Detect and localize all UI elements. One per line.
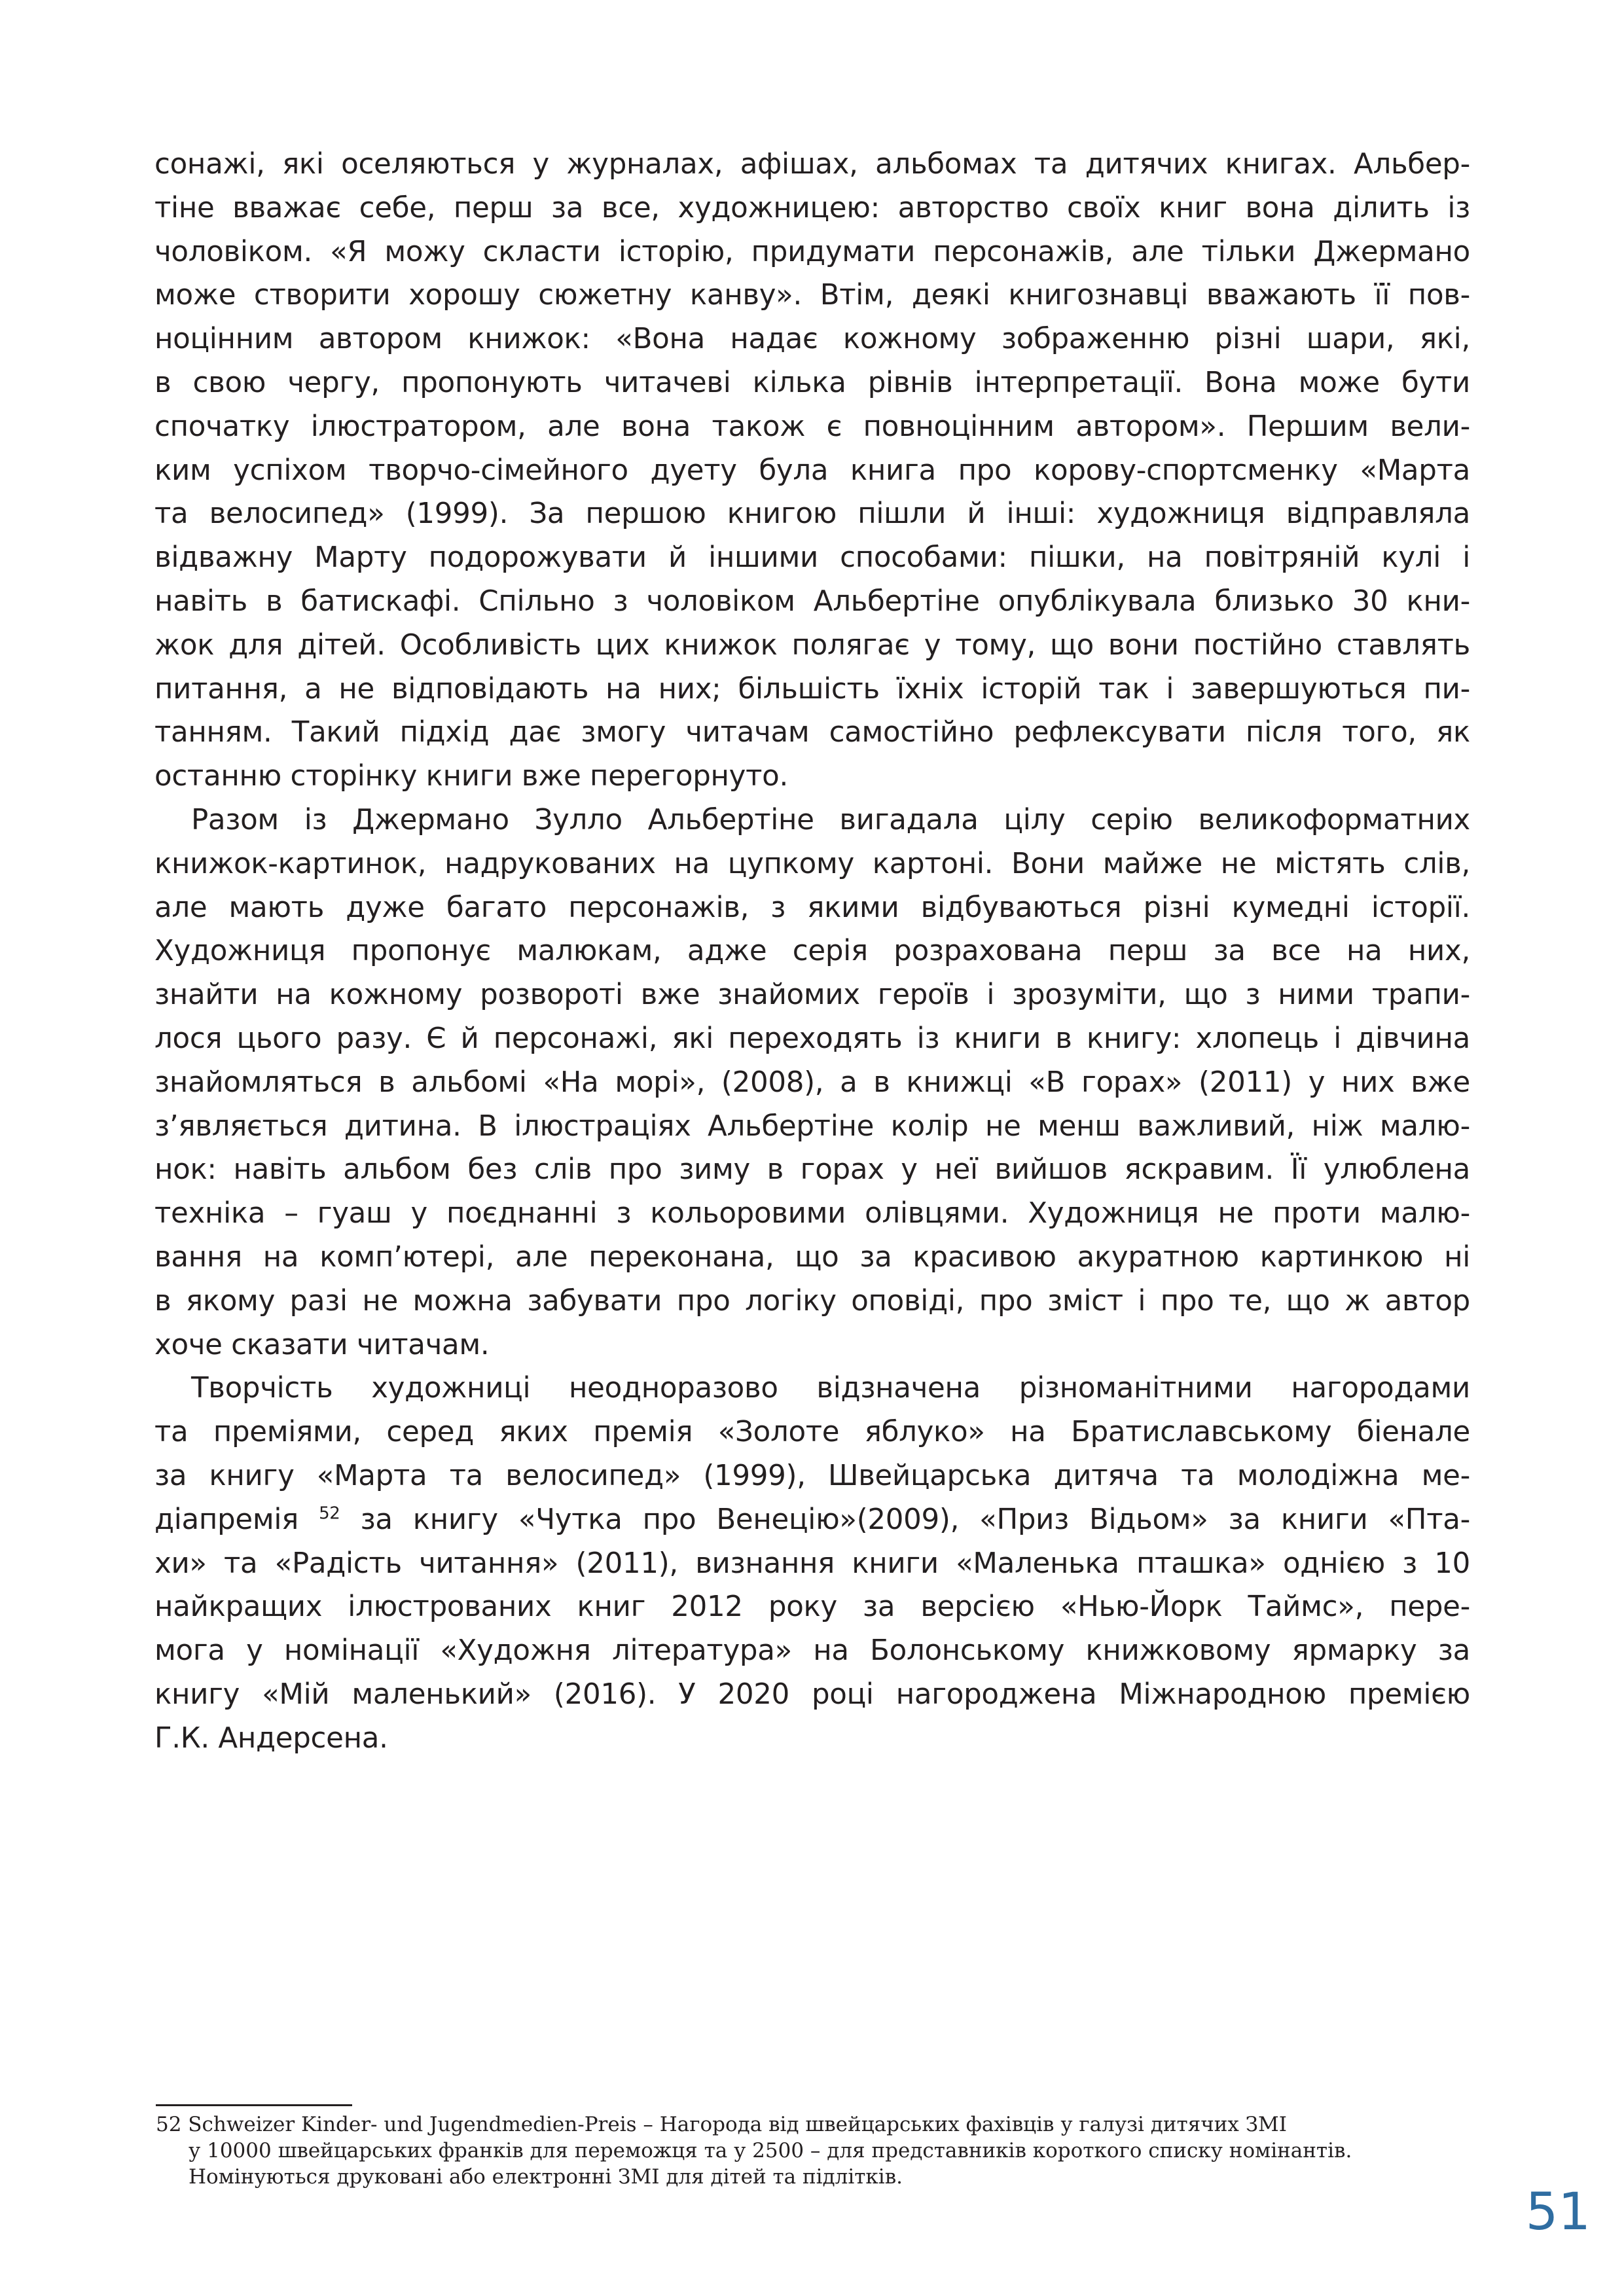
footnote-line: 52 Schweizer Kinder- und Jugendmedien-Preis – Нагорода від швейцарських фахівців у галузі дитячих ЗМІ [156,2113,1287,2136]
text-line: знайти на кожному розвороті вже знайомих героїв і зрозуміти, що з ними трапи- [154,978,1470,1012]
text-line: техніка – гуаш у поєднанні з кольоровими олівцями. Художниця не проти малю- [154,1197,1470,1230]
footnote-line: Номінуються друковані або електронні ЗМІ для дітей та підлітків. [189,2165,903,2189]
text-line: в якому разі не можна забувати про логіку оповіді, про зміст і про те, що ж автор [154,1284,1470,1318]
text-line: хи» та «Радість читання» (2011), визнання книги «Маленька пташка» однією з 10 [154,1547,1470,1580]
text-line: лося цього разу. Є й персонажі, які переходять із книги в книгу: хлопець і дівчина [154,1022,1470,1055]
paragraph-2 [154,798,1470,1367]
text-line: питання, а не відповідають на них; більшість їхніх історій так і завершуються пи- [154,672,1470,706]
text-line: та преміями, серед яких премія «Золоте яблуко» на Братиславському біенале [154,1416,1470,1449]
text-line: Г.К. Андерсена. [154,1721,388,1755]
text-line: ким успіхом творчо-сімейного дуету була книга про корову-спортсменку «Марта [154,454,1470,487]
text-line: з’являється дитина. В ілюстраціях Альбертіне колір не менш важливий, ніж малю- [154,1109,1470,1143]
text-line: та велосипед» (1999). За першою книгою пішли й інші: художниця відправляла [154,497,1470,531]
text-fragment: діапремія [154,1503,299,1536]
text-line: Творчість художниці неодноразово відзначена різноманітними нагородами [191,1372,1470,1405]
text-line: за книгу «Марта та велосипед» (1999), Швейцарська дитяча та молодіжна ме- [154,1459,1470,1492]
text-line: чоловіком. «Я можу скласти історію, придумати персонажів, але тільки Джермано [154,235,1470,268]
text-line: книгу «Мій маленький» (2016). У 2020 році нагороджена Міжнародною премією [154,1677,1470,1711]
text-line: Художниця пропонує малюкам, адже серія розрахована перш за все на них, [154,935,1470,968]
footnote-line: у 10000 швейцарських франків для переможця та у 2500 – для представників короткого списку номінантів. [189,2139,1352,2162]
text-line: сонажі, які оселяються у журналах, афішах, альбомах та дитячих книгах. Альбер- [154,148,1470,181]
body-text [154,143,1470,1760]
paragraph-3 [154,1367,1470,1760]
text-line: ноцінним автором книжок: «Вона надає кожному зображенню різні шари, які, [154,323,1470,356]
text-line: спочатку ілюстратором, але вона також є повноцінним автором». Першим вели- [154,410,1470,443]
footnote [156,2111,1386,2190]
text-line: знайомляться в альбомі «На морі», (2008), а в книжці «В горах» (2011) у них вже [154,1066,1470,1099]
text-line: мога у номінації «Художня література» на Болонському книжковому ярмарку за [154,1634,1470,1668]
text-line: останню сторінку книги вже перегорнуто. [154,760,788,793]
text-line: танням. Такий підхід дає змогу читачам самостійно рефлексувати після того, як [154,716,1470,749]
text-line: відважну Марту подорожувати й іншими способами: пішки, на повітряній кулі і [154,541,1470,575]
text-line: може створити хорошу сюжетну канву». Втім, деякі книгознавці вважають її пов- [154,279,1470,312]
paragraph-1 [154,143,1470,798]
page-number: 51 [1525,2183,1591,2242]
text-line: хоче сказати читачам. [154,1328,490,1361]
text-line: Разом із Джермано Зулло Альбертіне вигадала цілу серію великоформатних [191,803,1470,836]
text-line: тіне вважає себе, перш за все, художницею: авторство своїх книг вона ділить із [154,191,1470,224]
text-line: нок: навіть альбом без слів про зиму в горах у неї вийшов яскравим. Її улюблена [154,1153,1470,1187]
footnote-divider [156,2104,352,2106]
text-line: найкращих ілюстрованих книг 2012 року за версією «Нью-Йорк Таймс», пере- [154,1590,1470,1624]
text-line: в свою чергу, пропонують читачеві кілька рівнів інтерпретації. Вона може бути [154,366,1470,399]
text-fragment: за книгу «Чутка про Венецію»(2009), «Приз Відьом» за книги «Пта- [340,1503,1470,1536]
footnote-reference[interactable]: 52 [319,1503,340,1524]
text-line: навіть в батискафі. Спільно з чоловіком Альбертіне опублікувала близько 30 кни- [154,584,1470,618]
text-line: але мають дуже багато персонажів, з якими відбуваються різні кумедні історії. [154,891,1470,924]
text-line [154,1498,1470,1542]
text-line: жок для дітей. Особливість цих книжок полягає у тому, що вони постійно ставлять [154,628,1470,662]
text-line: книжок-картинок, надрукованих на цупкому картоні. Вони майже не містять слів, [154,847,1470,880]
text-line: вання на комп’ютері, але переконана, що за красивою акуратною картинкою ні [154,1240,1470,1274]
